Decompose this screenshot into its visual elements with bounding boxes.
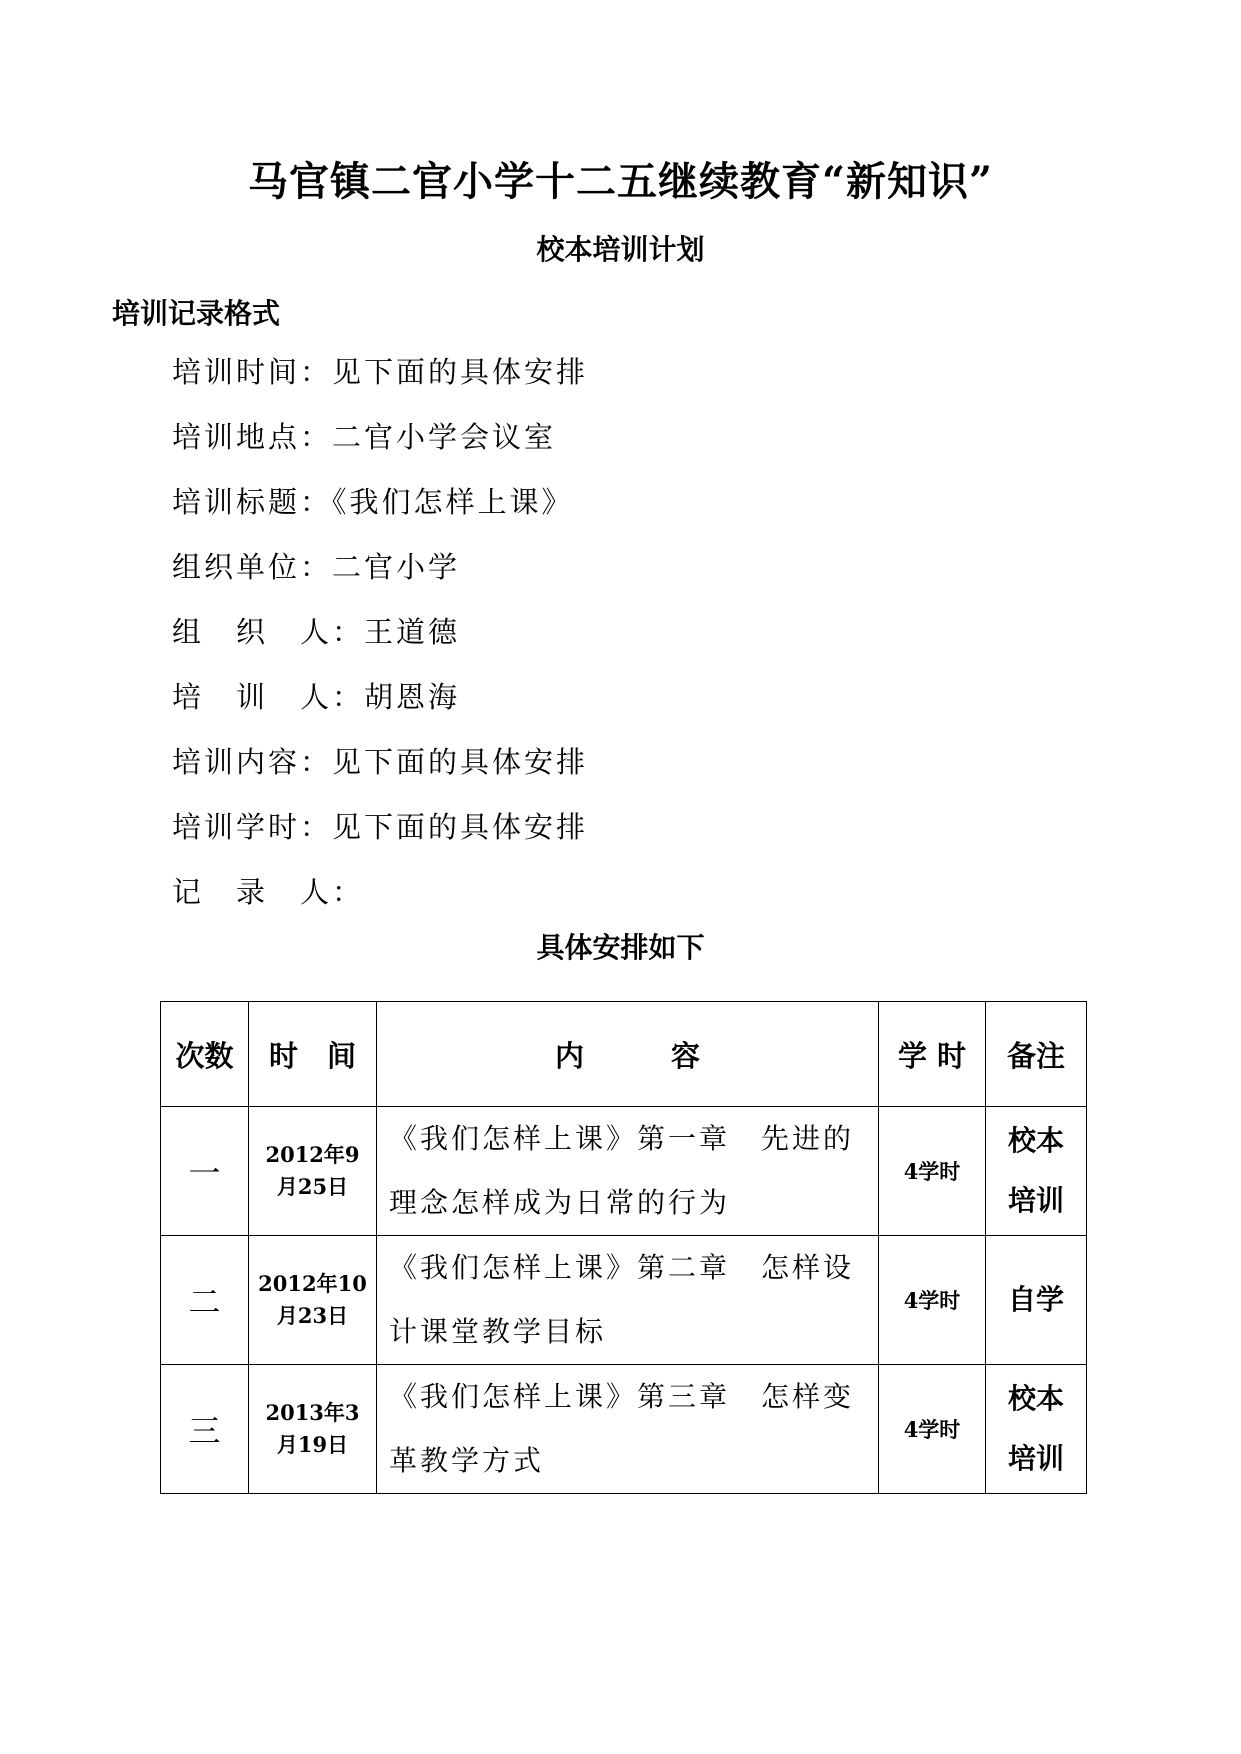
- document-subtitle: 校本培训计划: [536, 233, 705, 266]
- document-title: 马官镇二官小学十二五继续教育“新知识”: [247, 158, 993, 205]
- record-format-list: [172, 352, 588, 937]
- col-header-content: 内 容: [377, 1002, 879, 1107]
- table-row: [161, 1365, 1087, 1494]
- row-num: 二: [161, 1236, 249, 1365]
- row-date: 2012年9月25日: [249, 1107, 377, 1236]
- schedule-table: [160, 1001, 1087, 1494]
- row-content: 《我们怎样上课》第二章 怎样设计课堂教学目标: [377, 1236, 879, 1365]
- row-hours: 4学时: [879, 1365, 986, 1494]
- row-note: 校本培训: [986, 1365, 1087, 1494]
- row-content: 《我们怎样上课》第一章 先进的理念怎样成为日常的行为: [377, 1107, 879, 1236]
- row-note: 自学: [986, 1236, 1087, 1365]
- record-item-trainer: 培 训 人：胡恩海: [172, 680, 461, 714]
- col-header-num: 次数: [161, 1002, 249, 1107]
- schedule-header-row: [161, 1002, 1087, 1107]
- record-item-hours: 培训学时：见下面的具体安排: [172, 810, 589, 844]
- record-format-heading: 培训记录格式: [112, 297, 281, 330]
- table-row: [161, 1236, 1087, 1365]
- row-hours: 4学时: [879, 1236, 986, 1365]
- record-item-topic: 培训标题：《我们怎样上课》: [172, 485, 574, 519]
- record-item-time: 培训时间：见下面的具体安排: [172, 355, 589, 389]
- table-row: [161, 1107, 1087, 1236]
- schedule-heading: 具体安排如下: [536, 931, 705, 964]
- record-item-organizer-unit: 组织单位：二官小学: [172, 550, 461, 584]
- record-item-location: 培训地点：二官小学会议室: [172, 420, 557, 454]
- record-item-recorder: 记 录 人：: [172, 875, 365, 909]
- row-note: 校本培训: [986, 1107, 1087, 1236]
- row-num: 一: [161, 1107, 249, 1236]
- col-header-time: 时 间: [249, 1002, 377, 1107]
- col-header-hours: 学 时: [879, 1002, 986, 1107]
- row-date: 2013年3月19日: [249, 1365, 377, 1494]
- row-date: 2012年10月23日: [249, 1236, 377, 1365]
- record-item-organizer: 组 织 人：王道德: [172, 615, 461, 649]
- row-content: 《我们怎样上课》第三章 怎样变革教学方式: [377, 1365, 879, 1494]
- record-item-content: 培训内容：见下面的具体安排: [172, 745, 589, 779]
- row-num: 三: [161, 1365, 249, 1494]
- row-hours: 4学时: [879, 1107, 986, 1236]
- col-header-note: 备注: [986, 1002, 1087, 1107]
